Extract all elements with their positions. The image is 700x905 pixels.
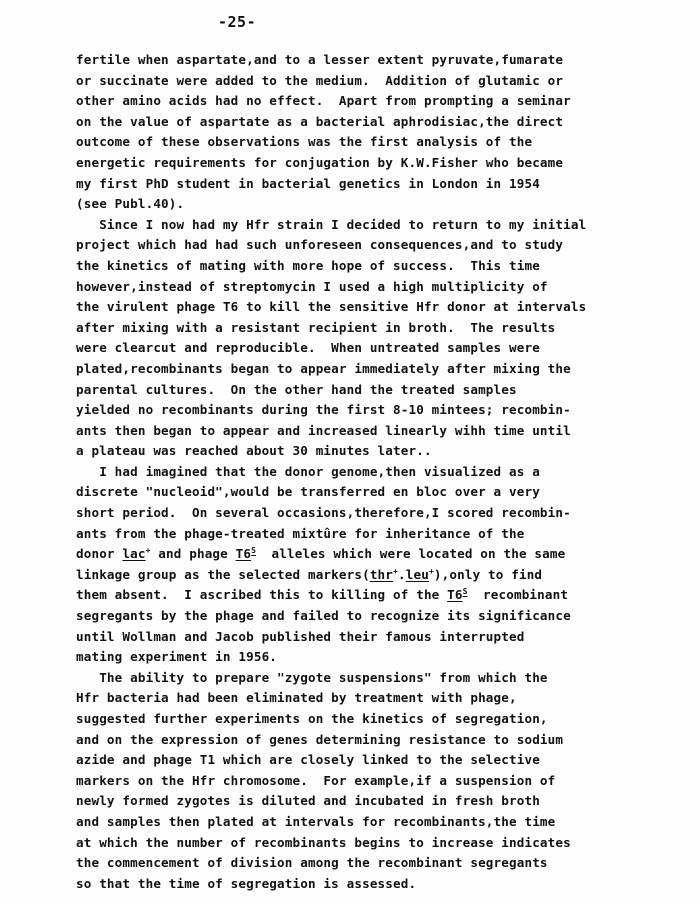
text-line: project which had had such unforeseen consequences,and to study (76, 237, 564, 253)
text-line: the virulent phage T6 to kill the sensitive Hfr donor at intervals (76, 299, 587, 315)
text-line: suggested further experiments on the kinetics of segregation, (76, 711, 548, 726)
text-line: my first PhD student in bacterial genetics in London in 1954 (76, 175, 540, 191)
text-line: mating experiment in 1956. (76, 649, 278, 665)
text-line: other amino acids had no effect. Apart from prompting a seminar (76, 93, 571, 109)
text-segment: linkage group as the selected markers( (76, 566, 370, 582)
text-line: segregants by the phage and failed to recognize its significance (76, 608, 571, 624)
text-line: ants from the phage-treated mixtûre for inheritance of the (76, 525, 525, 541)
text-line: were clearcut and reproducible. When untreated samples were (76, 340, 540, 356)
text-line: parental cultures. On the other hand the treated samples (76, 381, 517, 397)
text-line: yielded no recombinants during the first 8-10 mintees; recombin- (76, 402, 571, 418)
text-line: at which the number of recombinants begins to increase indicates (76, 834, 571, 850)
text-line: or succinate were added to the medium. Addition of glutamic or (76, 72, 564, 88)
text-line: azide and phage T1 which are closely linked to the selective (76, 752, 540, 768)
text-line: ants then began to appear and increased linearly wihh time until (76, 422, 571, 438)
text-line: The ability to prepare "zygote suspensions" from which the (76, 669, 548, 685)
text-line: discrete "nucleoid",would be transferred en bloc over a very (76, 484, 540, 500)
text-line-lac (76, 544, 636, 565)
text-segment: donor (76, 546, 123, 562)
text-segment: ),only to find (433, 566, 543, 582)
text-line: outcome of these observations was the first analysis of the (76, 134, 533, 150)
text-line-absent (76, 585, 636, 606)
text-line: and samples then plated at intervals for recombinants,the time (76, 813, 556, 829)
text-line: and on the expression of genes determining resistance to sodium (76, 731, 564, 747)
text-line: I had imagined that the donor genome,then visualized as a (76, 463, 540, 479)
text-line: fertile when aspartate,and to a lesser extent pyruvate,fumarate (76, 52, 564, 67)
text-line: so that the time of segregation is assessed. (76, 875, 417, 891)
gene-thr: thr (369, 566, 394, 582)
text-line: Hfr bacteria had been eliminated by treatment with phage, (76, 690, 517, 706)
gene-leu: leu (405, 566, 429, 582)
text-line: energetic requirements for conjugation by K.W.Fisher who became (76, 154, 564, 170)
text-line: short period. On several occasions,therefore,I scored recombin- (76, 505, 571, 521)
text-line: newly formed zygotes is diluted and incubated in fresh broth (76, 793, 540, 809)
text-line: however,instead of streptomycin I used a high multiplicity of (76, 278, 548, 294)
text-segment: alleles which were located on the same (256, 546, 566, 562)
phage-t6: T6 (447, 587, 463, 603)
superscript: + (393, 566, 398, 576)
superscript: S (251, 546, 257, 556)
text-line: on the value of aspartate as a bacterial aphrodisiac,the direct (76, 113, 564, 129)
page-number: -25- (218, 13, 257, 31)
superscript: + (428, 566, 434, 576)
text-line: a plateau was reached about 30 minutes later.. (76, 443, 432, 459)
phage-t6: T6 (235, 546, 252, 562)
text-line: Since I now had my Hfr strain I decided to return to my initial (76, 216, 587, 232)
superscript: S (462, 587, 468, 597)
text-line: (see Publ.40). (76, 196, 185, 212)
text-segment: recombinant (467, 587, 569, 603)
text-line: markers on the Hfr chromosome. For example,if a suspension of (76, 772, 556, 788)
text-segment: them absent. I ascribed this to killing of the (76, 587, 448, 603)
text-line: until Wollman and Jacob published their famous interrupted (76, 628, 525, 644)
text-line: plated,recombinants began to appear immediately after mixing the (76, 360, 571, 376)
text-segment: and phage (150, 546, 236, 562)
text-segment: . (398, 566, 406, 582)
text-line: the kinetics of mating with more hope of success. This time (76, 257, 540, 273)
gene-lac: lac (122, 546, 146, 562)
text-line: after mixing with a resistant recipient in broth. The results (76, 319, 556, 335)
superscript: + (145, 546, 151, 556)
body-text (76, 50, 636, 894)
text-line-linkage (76, 565, 636, 586)
text-line: the commencement of division among the recombinant segregants (76, 855, 548, 871)
